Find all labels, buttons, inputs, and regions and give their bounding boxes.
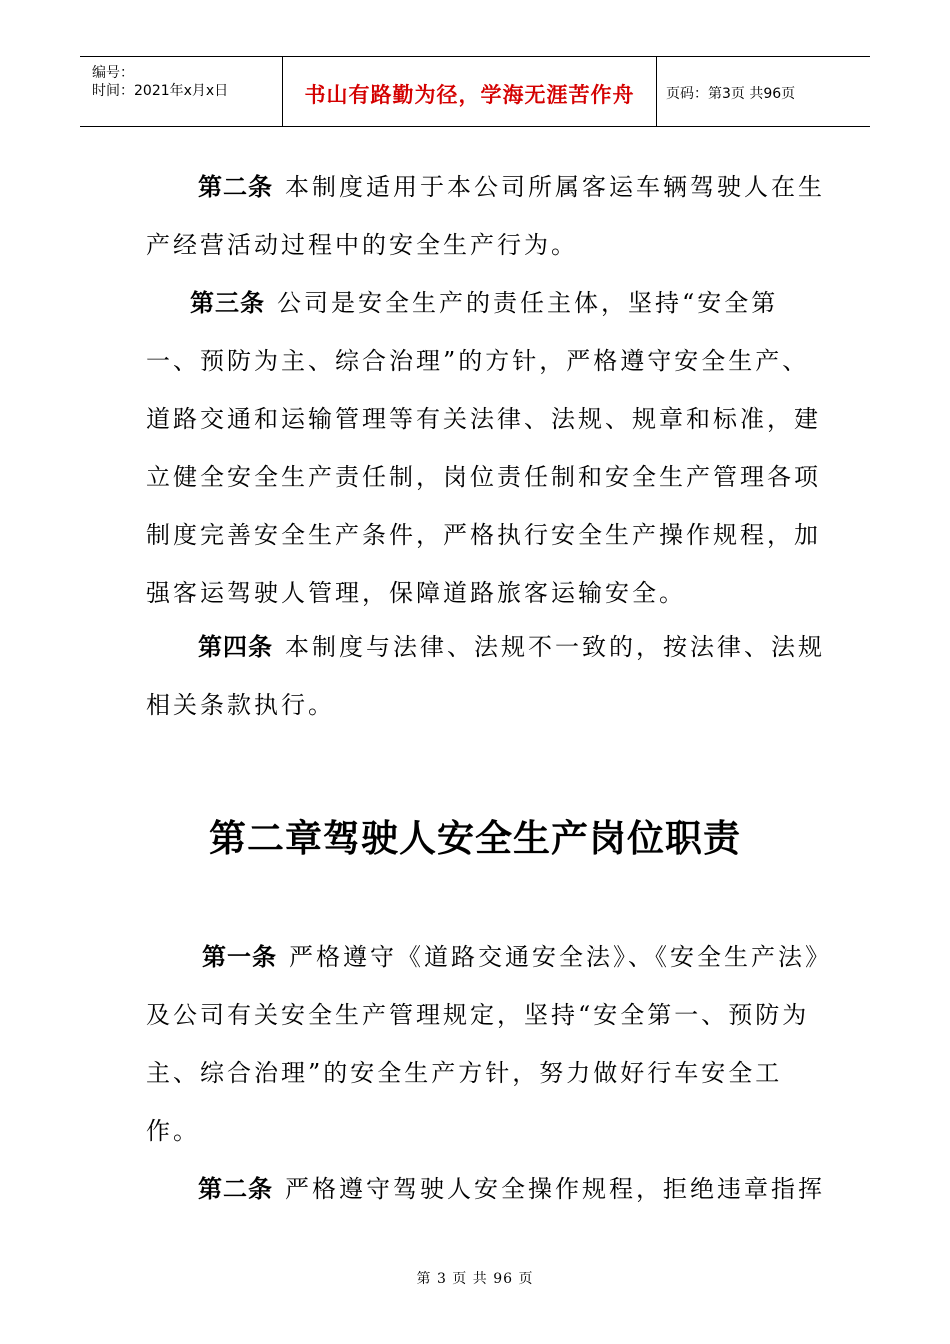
article-label: 第一条 [202, 942, 277, 971]
article-text: 本制度适用于本公司所属客运车辆驾驶人在生产经营活动过程中的安全生产行为。 [146, 173, 825, 259]
article-text: 公司是安全生产的责任主体，坚持“安全第一、预防为主、综合治理”的方针，严格遵守安全生产、道路交通和运输管理等有关法律、法规、规章和标准，建立健全安全生产责任制，岗位责任制和安全生产管理各项制度完善安全生产条件，严格执行安全生产操作规程，加强客运驾驶人管理，保障道路旅客运输安全。 [146, 289, 821, 607]
article-text: 本制度与法律、法规不一致的，按法律、法规相关条款执行。 [146, 633, 825, 719]
article-text: 严格遵守驾驶人安全操作规程，拒绝违章指挥 [285, 1175, 825, 1203]
article-label: 第三条 [190, 288, 265, 317]
header-meta [80, 57, 282, 126]
date-label: 时间：2021年x月x日 [92, 83, 229, 99]
paragraph-chapter2-article-1 [146, 928, 826, 1160]
paragraph-article-2 [146, 158, 826, 274]
header-page-info: 页码：第3页 共96页 [666, 86, 796, 102]
header-motto-cell [282, 57, 657, 126]
article-text: 严格遵守《道路交通安全法》、《安全生产法》及公司有关安全生产管理规定，坚持“安全第一、预防为主、综合治理”的安全生产方针，努力做好行车安全工作。 [146, 943, 820, 1145]
page-header [80, 56, 870, 127]
paragraph-chapter2-article-2 [146, 1160, 826, 1218]
chapter-title: 第二章驾驶人安全生产岗位职责 [209, 817, 741, 860]
page-footer: 第 3 页 共 96 页 [416, 1271, 534, 1287]
number-label: 编号： [92, 65, 134, 81]
motto: 书山有路勤为径，学海无涯苦作舟 [304, 83, 635, 107]
paragraph-article-3 [146, 274, 826, 622]
article-label: 第二条 [198, 1174, 273, 1203]
article-label: 第二条 [198, 172, 273, 201]
header-page-cell [656, 57, 870, 126]
paragraph-article-4 [146, 618, 826, 734]
article-label: 第四条 [198, 632, 273, 661]
